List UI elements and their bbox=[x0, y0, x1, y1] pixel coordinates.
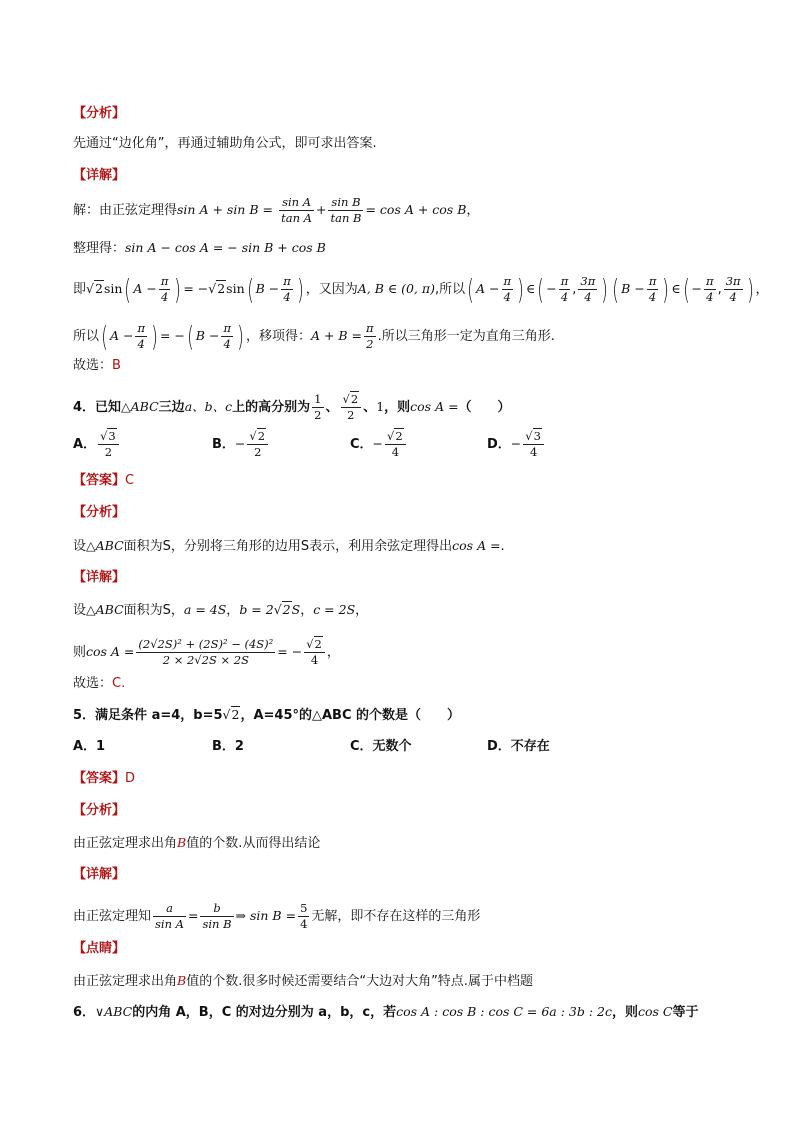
answer-value: D bbox=[125, 771, 136, 786]
option-a[interactable]: A．1 bbox=[73, 739, 106, 754]
solution-line-3: 即√2sin( A − $\frac{\pi}{4}$ ) = −√2sin( B − $\frac{\pi}{4}$ ) ，又因为A, B ∈ (0, π),所以( A − $\frac{\pi}{4}$ ) ∈( − $\frac{\pi}{4}$ , $\frac{3\pi}{4}$ ) ( B − $\frac{\pi}{4}$ ) ∈( − $\frac{\pi}{4}$ , $\frac{3\pi}{4}$ ) ， bbox=[73, 272, 769, 306]
option-b[interactable]: B．2 bbox=[212, 739, 244, 754]
math: A, B ∈ (0, π) bbox=[357, 281, 435, 296]
text: 解：由正弦定理得 bbox=[73, 203, 178, 218]
detail-heading: 【详解】 bbox=[73, 867, 126, 882]
option-a[interactable]: A． $\frac{√3}{2}$ bbox=[73, 430, 121, 459]
text: 4．已知 bbox=[73, 400, 122, 415]
analysis-heading: 【分析】 bbox=[73, 505, 126, 520]
option-c[interactable]: C．− $\frac{√2}{4}$ bbox=[350, 430, 408, 459]
analysis-text: 设△ABC面积为S，分别将三角形的边用S表示，利用余弦定理得出cos A =. bbox=[73, 538, 505, 554]
op: + bbox=[315, 202, 327, 217]
numerator: sin B bbox=[331, 195, 361, 209]
math: sin bbox=[103, 281, 123, 296]
option-d[interactable]: D．− $\frac{√3}{4}$ bbox=[487, 430, 546, 459]
text: 上的高分别为 bbox=[232, 400, 311, 415]
denominator: tan B bbox=[330, 211, 362, 225]
math: sin A − cos A = − sin B + cos B bbox=[125, 240, 326, 255]
fraction bbox=[328, 196, 363, 225]
numerator: sin A bbox=[282, 195, 312, 209]
math: sin bbox=[226, 281, 245, 296]
point-heading: 【点睛】 bbox=[73, 941, 126, 956]
detail-line-1: 设△ABC面积为S，a = 4S，b = 2√2S，c = 2S， bbox=[73, 602, 369, 618]
detail-line-2: 则cos A = $\frac{\text{(2√2S)² + (2S)² − (4S)²}}{2 \times 2√2S \times 2S}$ = − $\frac{√2}{4}$ ， bbox=[73, 637, 340, 667]
solution-line-4: 所以( A − $\frac{\pi}{4}$ ) = −( B − $\frac{\pi}{4}$ ) ，移项得：A + B = $\frac{\pi}{2}$ .所以三角形一定为直角三角形. bbox=[73, 319, 555, 353]
option-b[interactable]: B．− $\frac{√2}{2}$ bbox=[212, 430, 270, 459]
math: = − bbox=[183, 281, 209, 296]
text: 整理得： bbox=[73, 241, 126, 256]
solution-line-1 bbox=[73, 196, 479, 225]
analysis-heading: 【分析】 bbox=[73, 106, 126, 121]
option-d[interactable]: D．不存在 bbox=[487, 739, 550, 754]
detail-heading: 【详解】 bbox=[73, 168, 126, 183]
solution-line-2 bbox=[73, 240, 326, 257]
point-text: 由正弦定理求出角B值的个数.很多时候还需要结合“大边对大角”特点.属于中档题 bbox=[73, 973, 533, 989]
question-6-stem: 6．∨ABC的内角 A，B，C 的对边分别为 a，b，c，若cos A : cos B : cos C = 6a : 3b : 2c，则cos C等于 bbox=[73, 1004, 699, 1020]
math: sin A + sin B = bbox=[177, 202, 273, 217]
text: 三边 bbox=[158, 400, 185, 415]
choice-line bbox=[73, 358, 121, 374]
answer-line: 【答案】D bbox=[73, 771, 136, 786]
question-5-stem: 5．满足条件 a=4，b=5√2，A=45°的△ABC 的个数是（ ） bbox=[73, 707, 461, 723]
choice-value: B bbox=[112, 358, 121, 373]
math: A + B = bbox=[310, 328, 363, 343]
text: 即 bbox=[73, 282, 87, 297]
math: = cos A + cos B bbox=[365, 202, 467, 217]
option-c[interactable]: C．无数个 bbox=[350, 739, 412, 754]
choice-line: 故选：C. bbox=[73, 676, 126, 691]
math: a、b、c bbox=[184, 399, 233, 414]
math: △ABC bbox=[121, 399, 159, 414]
text: ,所以 bbox=[434, 282, 466, 297]
analysis-text: 先通过“边化角”，再通过辅助角公式，即可求出答案. bbox=[73, 136, 377, 151]
text: ，移项得： bbox=[245, 329, 311, 344]
text: .所以三角形一定为直角三角形. bbox=[377, 329, 555, 344]
text: 所以 bbox=[73, 329, 100, 344]
answer-value: C bbox=[125, 473, 135, 488]
answer-line: 【答案】C bbox=[73, 473, 135, 488]
text: ， bbox=[466, 203, 480, 218]
question-4-stem: 4．已知△ABC三边a、b、c上的高分别为 $\frac{1}{2}$ 、 $\frac{√2}{2}$ 、1，则cos A =（ ） bbox=[73, 392, 511, 422]
fraction bbox=[279, 196, 314, 225]
text: ，又因为 bbox=[305, 282, 358, 297]
denominator: tan A bbox=[281, 211, 312, 225]
math: B − bbox=[255, 281, 280, 296]
detail-heading: 【详解】 bbox=[73, 570, 126, 585]
analysis-heading: 【分析】 bbox=[73, 803, 126, 818]
math: A − bbox=[133, 281, 157, 296]
detail-line: 由正弦定理知 $\frac{a}{\text{sin A}}$ = $\frac{b}{\text{sin B}}$ ⇒ sin B = $\frac{5}{4}$ 无解，即不存在这样的三角形 bbox=[73, 901, 481, 931]
analysis-text: 由正弦定理求出角B值的个数.从而得出结论 bbox=[73, 835, 321, 851]
text: 故选： bbox=[73, 358, 113, 373]
